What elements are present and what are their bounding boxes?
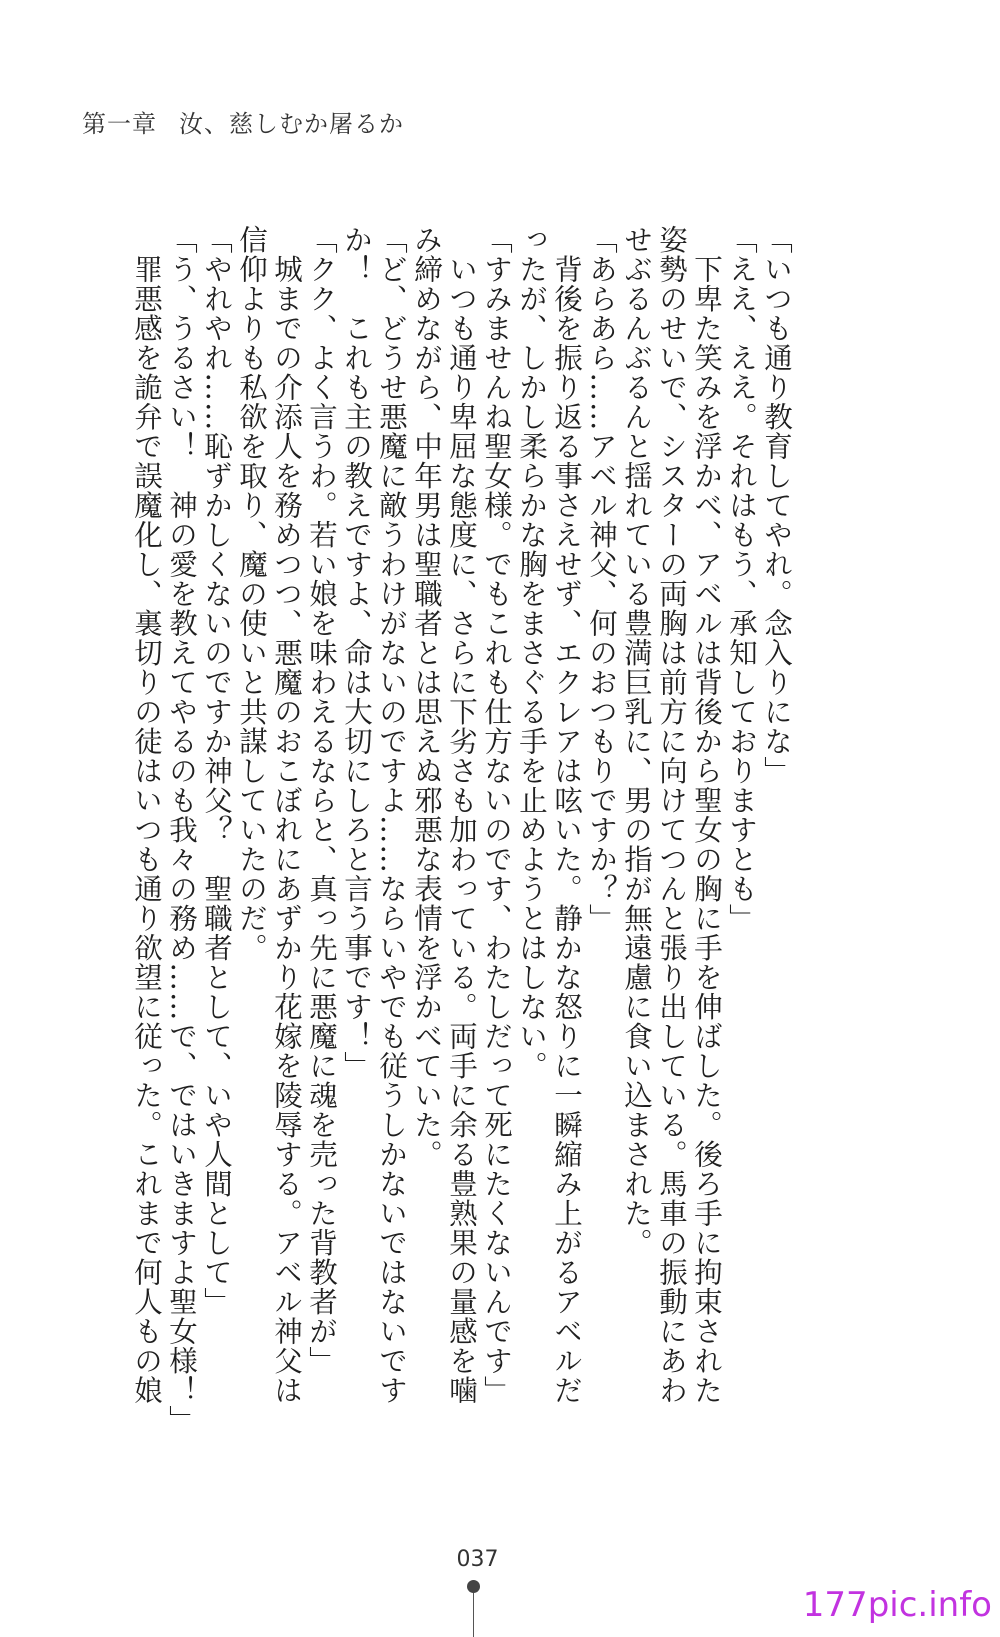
text-line: 「ど、どうせ悪魔に敵うわけがないのですよ……ならいやでも従うしかないではないです — [375, 225, 408, 1405]
watermark: 177pic.info — [802, 1585, 992, 1625]
page-number: 037 — [456, 1547, 499, 1572]
text-line: 姿勢のせいで、シスターの両胸は前方に向けてつんと張り出している。馬車の振動にあわ — [655, 225, 688, 1405]
text-line: 「いつも通り教育してやれ。念入りにな」 — [760, 225, 793, 786]
text-line: み締めながら、中年男は聖職者とは思えぬ邪悪な表情を浮かべていた。 — [410, 225, 443, 1169]
page-marker-dot — [467, 1580, 480, 1593]
chapter-label: 第一章 — [82, 110, 157, 138]
text-line: 「う、うるさい！ 神の愛を教えてやるのも我々の務め……で、ではいきますよ聖女様！」 — [165, 225, 198, 1435]
text-line: 信仰よりも私欲を取り、魔の使いと共謀していたのだ。 — [235, 225, 268, 963]
text-line: 「ええ、ええ。それはもう、承知しておりますとも」 — [725, 225, 758, 933]
text-line: 城までの介添人を務めつつ、悪魔のおこぼれにあずかり花嫁を陵辱する。アベル神父は — [270, 225, 303, 1405]
text-line: 「クク、よく言うわ。若い娘を味わえるならと、真っ先に悪魔に魂を売った背教者が」 — [305, 225, 338, 1376]
text-line: 下卑た笑みを浮かべ、アベルは背後から聖女の胸に手を伸ばした。後ろ手に拘束された — [690, 225, 723, 1405]
text-line: 「やれやれ……恥ずかしくないのですか神父？ 聖職者として、いや人間として」 — [200, 225, 233, 1317]
text-line: 「あらあら……アベル神父、何のおつもりですか？」 — [585, 225, 618, 933]
text-line: せぶるんぶるんと揺れている豊満巨乳に、男の指が無遠慮に食い込まされた。 — [620, 225, 653, 1258]
page-marker-line — [473, 1593, 474, 1637]
text-line: 罪悪感を詭弁で誤魔化し、裏切りの徒はいつも通り欲望に従った。これまで何人もの娘 — [130, 225, 163, 1405]
chapter-title: 汝、慈しむか屠るか — [179, 110, 404, 138]
text-line: いつも通り卑屈な態度に、さらに下劣さも加わっている。両手に余る豊熟果の量感を噛 — [445, 225, 478, 1405]
text-line: か！ これも主の教えですよ、命は大切にしろと言う事です！」 — [340, 225, 373, 1081]
chapter-header — [82, 104, 404, 139]
text-line: 「すみませんね聖女様。でもこれも仕方ないのです、わたしだって死にたくないんです」 — [480, 225, 513, 1405]
body-text — [129, 225, 794, 1435]
text-line: ったが、しかし柔らかな胸をまさぐる手を止めようとはしない。 — [515, 225, 548, 1081]
text-line: 背後を振り返る事さえせず、エクレアは呟いた。静かな怒りに一瞬縮み上がるアベルだ — [550, 225, 583, 1405]
